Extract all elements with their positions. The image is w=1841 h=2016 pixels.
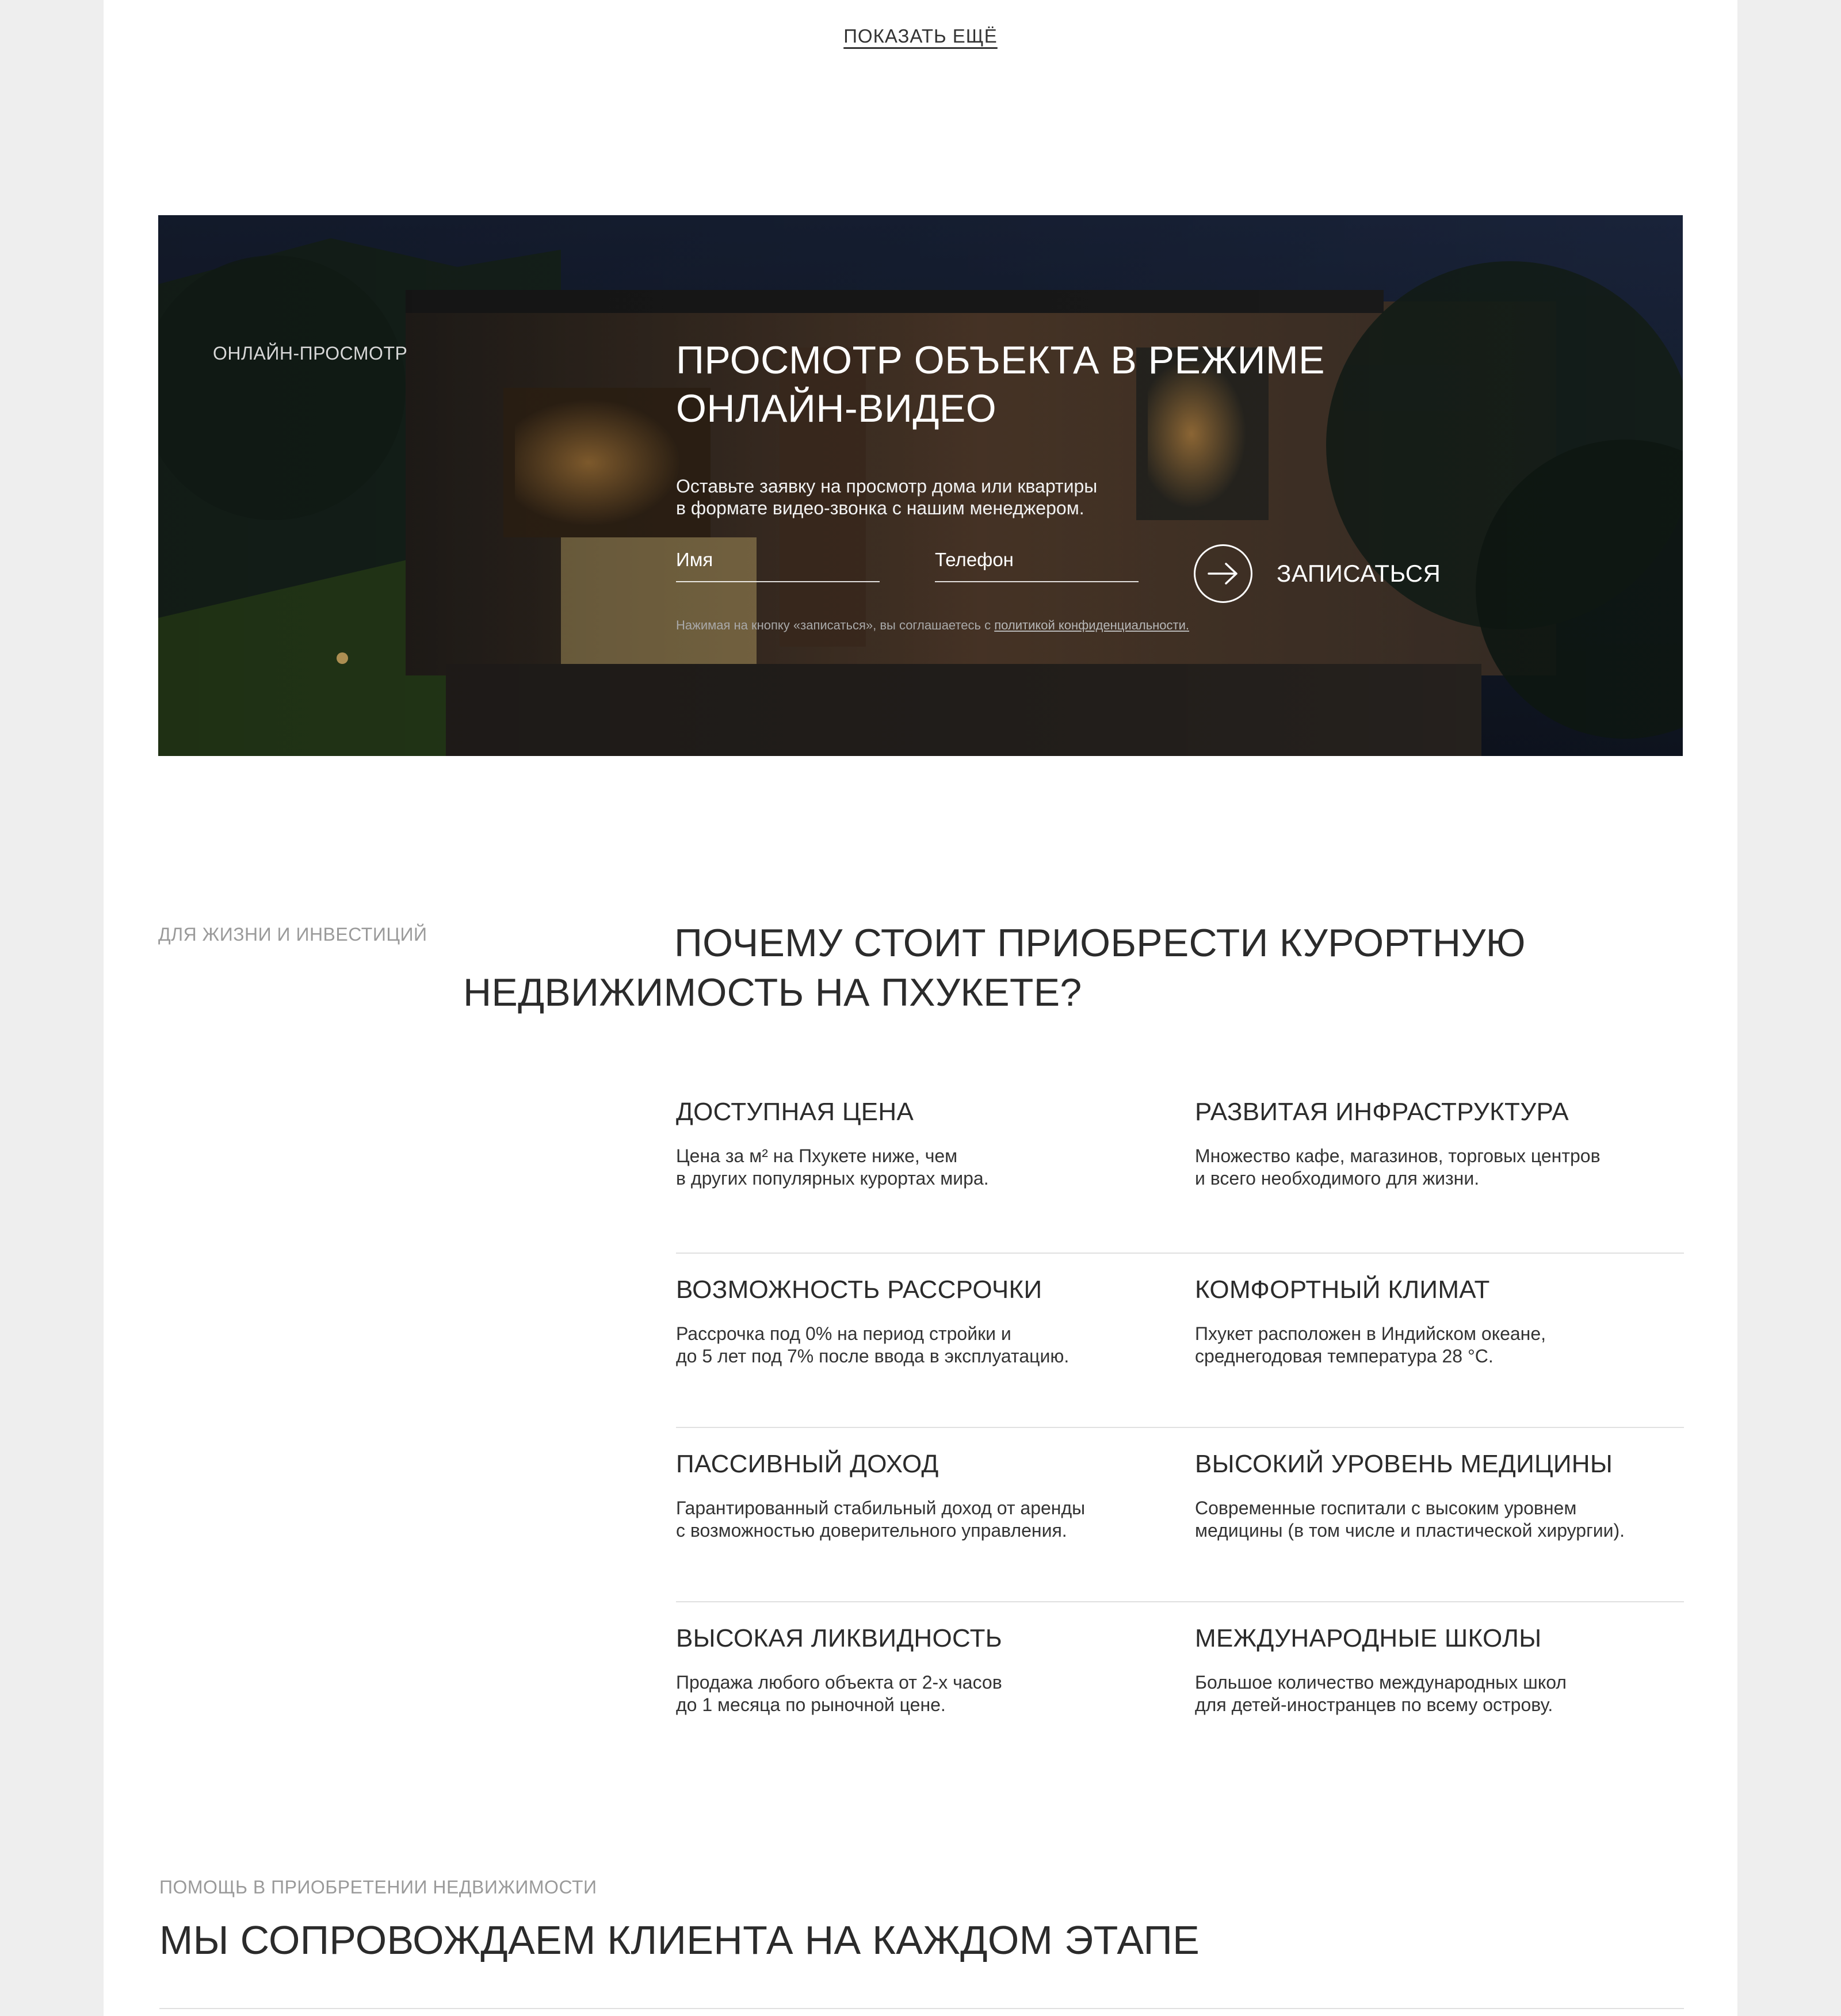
benefit-item	[1195, 1450, 1684, 1601]
why-section-title: ПОЧЕМУ СТОИТ ПРИОБРЕСТИ КУРОРТНУЮ НЕДВИЖИМОСТЬ НА ПХУКЕТЕ?	[463, 921, 1526, 1014]
benefit-text: Гарантированный стабильный доход от аренды с возможностью доверительного управления.	[676, 1498, 1086, 1541]
benefit-text: Пхукет расположен в Индийском океане, среднегодовая температура 28 °С.	[1195, 1323, 1546, 1366]
benefit-item	[1195, 1276, 1684, 1427]
benefits-row	[676, 1079, 1684, 1254]
benefits-grid	[676, 1079, 1684, 1777]
benefits-row	[676, 1254, 1684, 1428]
help-section-title: МЫ СОПРОВОЖДАЕМ КЛИЕНТА НА КАЖДОМ ЭТАПЕ	[159, 1918, 1200, 1962]
benefit-item	[676, 1450, 1195, 1601]
banner-description	[676, 475, 1194, 519]
banner-description-line-1: Оставьте заявку на просмотр дома или квартиры	[676, 476, 1098, 497]
benefit-text: Рассрочка под 0% на период стройки и до 5 лет под 7% после ввода в эксплуатацию.	[676, 1323, 1070, 1366]
benefit-title: КОМФОРТНЫЙ КЛИМАТ	[1195, 1276, 1490, 1304]
benefits-row	[676, 1602, 1684, 1777]
benefit-item	[1195, 1098, 1684, 1253]
benefit-text: Продажа любого объекта от 2-х часов до 1 месяца по рыночной цене.	[676, 1672, 1002, 1715]
show-more-wrap	[104, 25, 1737, 47]
section-divider	[159, 2008, 1684, 2009]
why-section-label: ДЛЯ ЖИЗНИ И ИНВЕСТИЦИЙ	[158, 924, 427, 945]
benefits-row	[676, 1428, 1684, 1602]
benefit-title: ВОЗМОЖНОСТЬ РАССРОЧКИ	[676, 1276, 1042, 1304]
benefit-title: ВЫСОКАЯ ЛИКВИДНОСТЬ	[676, 1624, 1002, 1652]
show-more-link[interactable]: ПОКАЗАТЬ ЕЩЁ	[843, 25, 998, 47]
benefit-title: ВЫСОКИЙ УРОВЕНЬ МЕДИЦИНЫ	[1195, 1450, 1613, 1478]
benefit-item	[1195, 1624, 1684, 1777]
benefit-text: Большое количество международных школ для детей-иностранцев по всему острову.	[1195, 1672, 1567, 1715]
help-section-label: ПОМОЩЬ В ПРИОБРЕТЕНИИ НЕДВИЖИМОСТИ	[159, 1877, 597, 1897]
page-content	[104, 0, 1737, 2016]
benefit-item	[676, 1624, 1195, 1777]
privacy-policy-link[interactable]: политикой конфиденциальности.	[994, 618, 1190, 632]
arrow-right-icon	[1194, 544, 1252, 603]
benefit-title: ПАССИВНЫЙ ДОХОД	[676, 1450, 939, 1478]
benefit-text: Цена за м² на Пхукете ниже, чем в других популярных курортах мира.	[676, 1146, 989, 1189]
banner-title-line-1: ПРОСМОТР ОБЪЕКТА В РЕЖИМЕ	[676, 338, 1325, 382]
benefit-item	[676, 1276, 1195, 1427]
benefit-title: ДОСТУПНАЯ ЦЕНА	[676, 1098, 914, 1126]
signup-button[interactable]	[1194, 544, 1441, 603]
benefit-text: Множество кафе, магазинов, торговых центров и всего необходимого для жизни.	[1195, 1146, 1601, 1189]
benefit-item	[676, 1098, 1195, 1253]
banner-label: ОНЛАЙН-ПРОСМОТР	[213, 343, 408, 364]
consent-text: Нажимая на кнопку «записаться», вы соглашаетесь с	[676, 618, 991, 632]
online-viewing-banner	[158, 215, 1683, 756]
phone-input[interactable]	[935, 547, 1139, 582]
name-input[interactable]	[676, 547, 880, 582]
banner-title	[676, 336, 1424, 433]
banner-description-line-2: в формате видео-звонка с нашим менеджером.	[676, 498, 1084, 518]
banner-title-line-2: ОНЛАЙН-ВИДЕО	[676, 387, 997, 430]
benefit-title: МЕЖДУНАРОДНЫЕ ШКОЛЫ	[1195, 1624, 1542, 1652]
benefit-text: Современные госпитали с высоким уровнем медицины (в том числе и пластической хирургии).	[1195, 1498, 1625, 1541]
consent-note	[676, 618, 1366, 633]
signup-button-label: ЗАПИСАТЬСЯ	[1277, 560, 1441, 587]
benefit-title: РАЗВИТАЯ ИНФРАСТРУКТУРА	[1195, 1098, 1569, 1126]
